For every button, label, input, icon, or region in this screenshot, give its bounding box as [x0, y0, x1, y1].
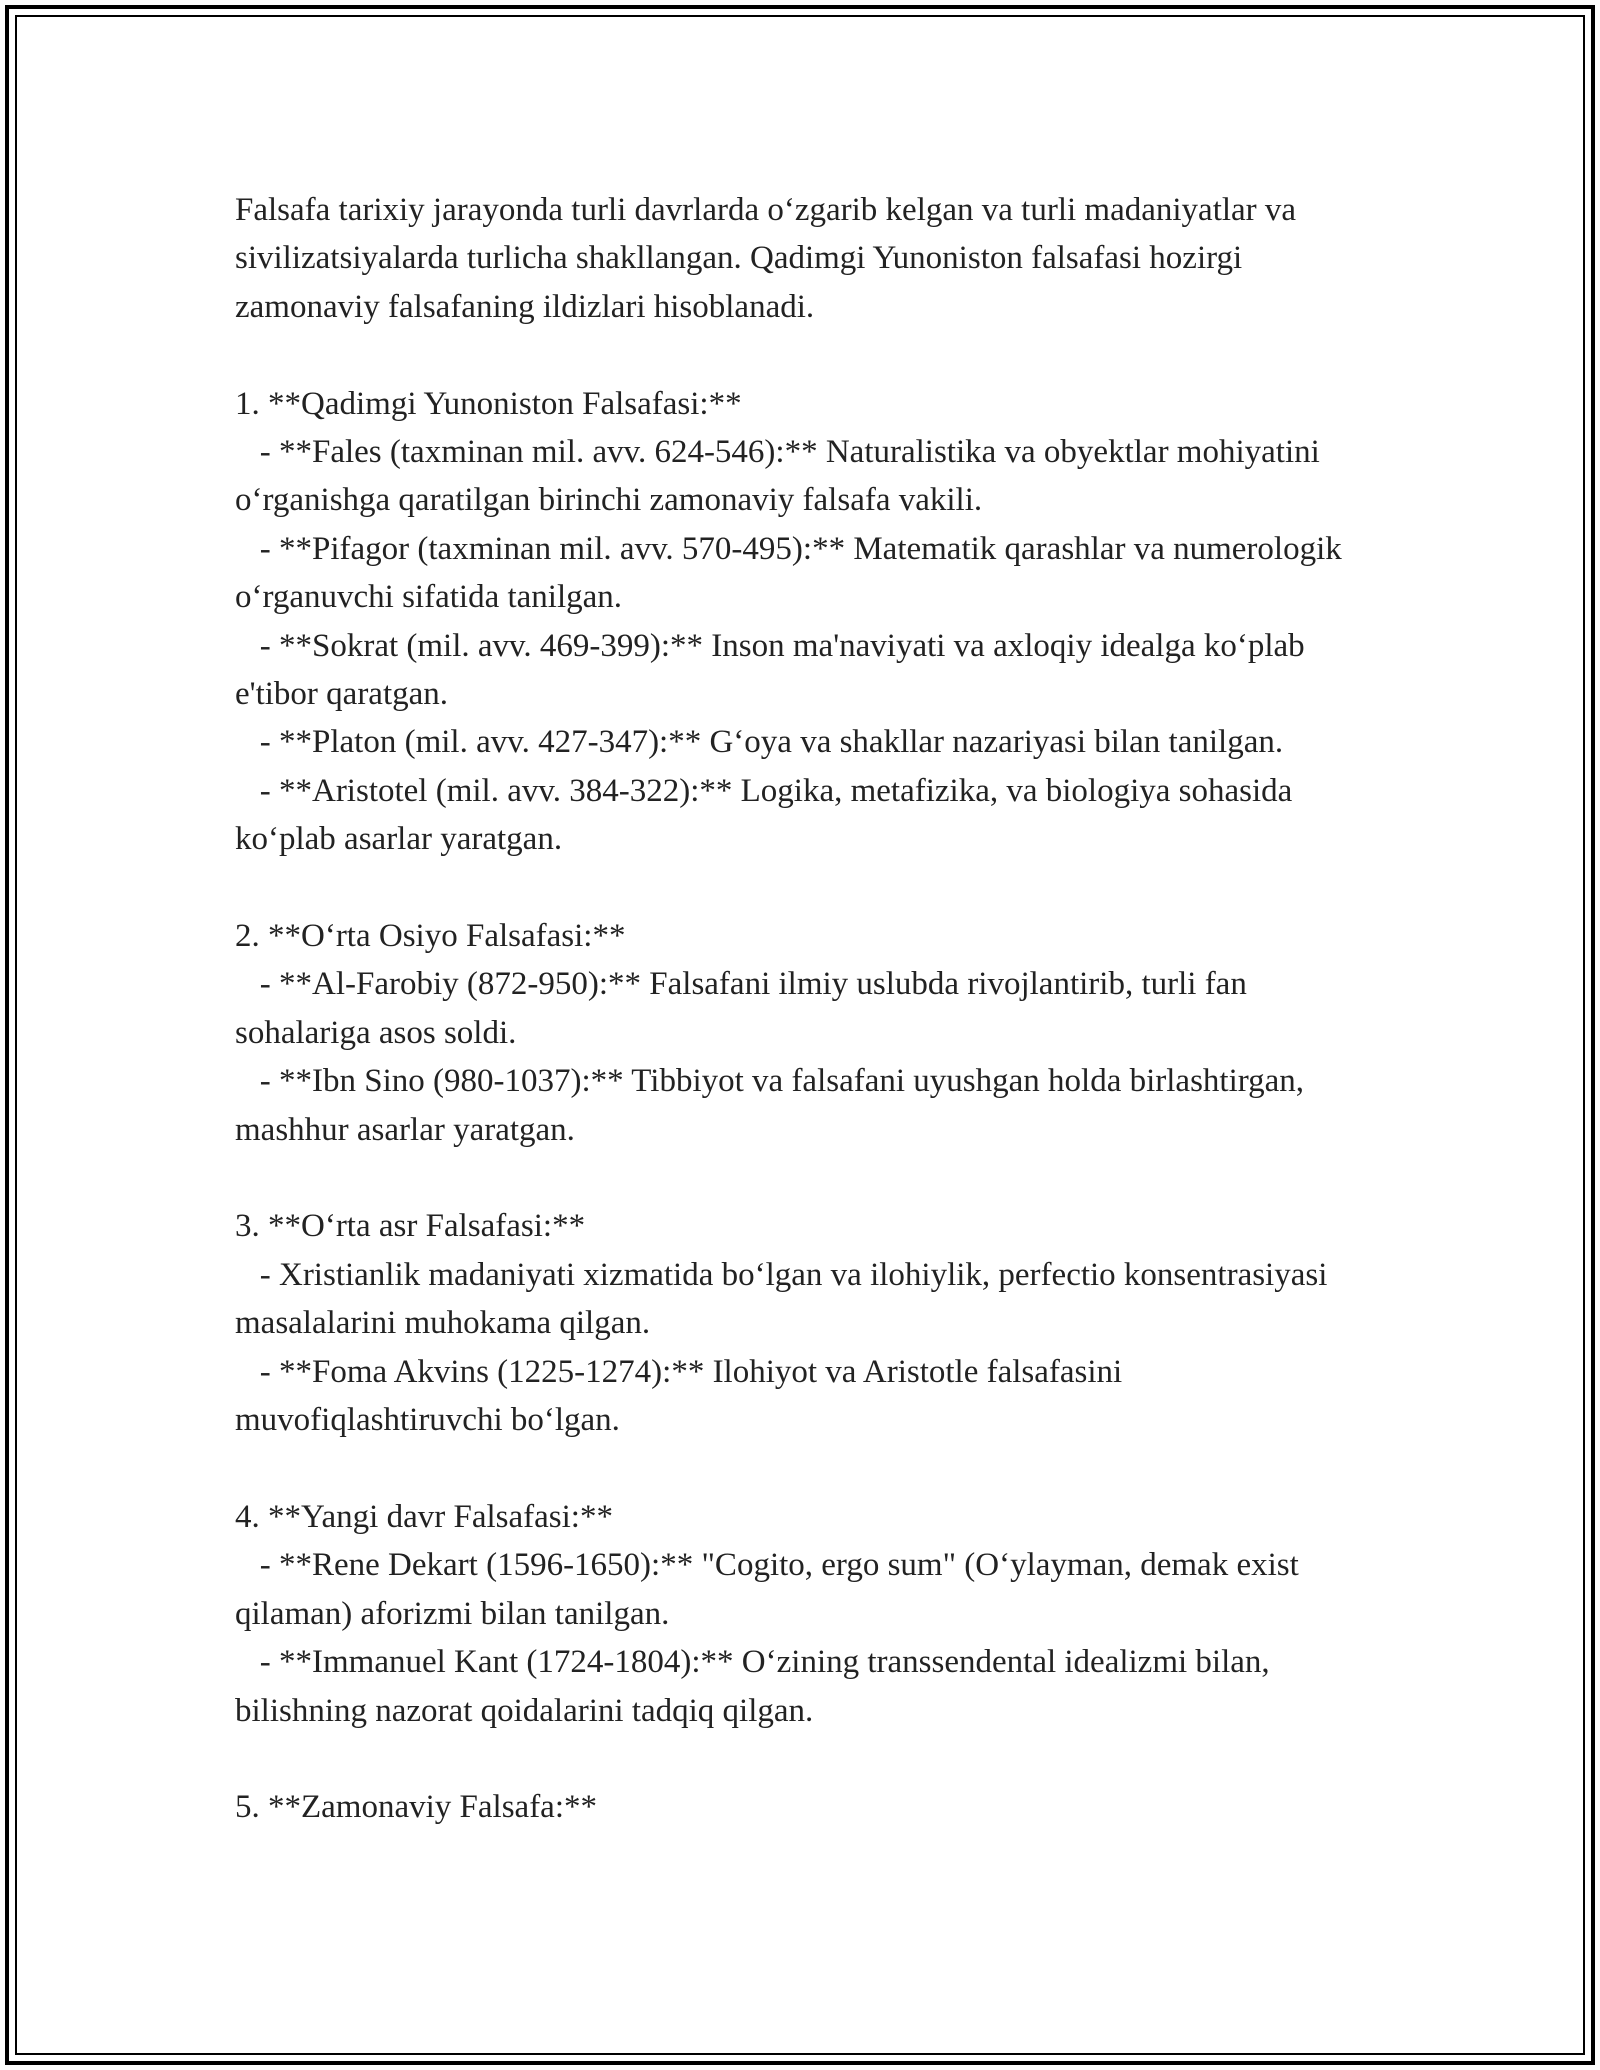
section-heading: 4. **Yangi davr Falsafasi:** [235, 1498, 613, 1535]
intro-paragraph: Falsafa tarixiy jarayonda turli davrlarda o‘zgarib kelgan va turli madaniyatlar va sivilizatsiyalarda turlicha shakllangan. Qadimgi Yunoniston falsafasi hozirgi zamonaviy falsafaning ildizlari hisoblanadi. [235, 192, 1305, 325]
list-item: - **Sokrat (mil. avv. 469-399):** Inson ma'naviyati va axloqiy idealga ko‘plab e'tibor qaratgan. [235, 627, 1313, 713]
list-item: - **Immanuel Kant (1724-1804):** O‘zining transsendental idealizmi bilan, bilishning nazorat qoidalarini tadqiq qilgan. [235, 1644, 1278, 1729]
list-item: - Xristianlik madaniyati xizmatida bo‘lgan va ilohiylik, perfectio konsentrasiyasi masalalarini muhokama qilgan. [235, 1256, 1336, 1342]
list-item: - **Fales (taxminan mil. avv. 624-546):** Naturalistika va obyektlar mohiyatini o‘rganishga qaratilgan birinchi zamonaviy falsafa vakili. [235, 434, 1329, 519]
section-central-asia [235, 912, 1375, 1154]
list-item: - **Al-Farobiy (872-950):** Falsafani ilmiy uslubda rivojlantirib, turli fan sohalariga asos soldi. [235, 966, 1256, 1051]
section-ancient-greek [235, 380, 1375, 864]
section-modern-era [235, 1493, 1375, 1735]
list-item: - **Ibn Sino (980-1037):** Tibbiyot va falsafani uyushgan holda birlashtirgan, mashhur asarlar yaratgan. [235, 1063, 1313, 1148]
section-heading: 3. **O‘rta asr Falsafasi:** [235, 1208, 586, 1245]
section-contemporary [235, 1783, 1375, 1831]
section-heading: 5. **Zamonaviy Falsafa:** [235, 1789, 598, 1826]
list-item: - **Foma Akvins (1225-1274):** Ilohiyot va Aristotle falsafasini muvofiqlashtiruvchi bo‘lgan. [235, 1353, 1131, 1439]
document-body [235, 186, 1375, 1832]
list-item: - **Aristotel (mil. avv. 384-322):** Logika, metafizika, va biologiya sohasida ko‘plab asarlar yaratgan. [235, 772, 1301, 858]
section-middle-ages [235, 1202, 1375, 1444]
section-heading: 1. **Qadimgi Yunoniston Falsafasi:** [235, 385, 742, 422]
section-heading: 2. **O‘rta Osiyo Falsafasi:** [235, 918, 626, 955]
list-item: - **Pifagor (taxminan mil. avv. 570-495):** Matematik qarashlar va numerologik o‘rganuvchi sifatida tanilgan. [235, 530, 1351, 616]
list-item: - **Rene Dekart (1596-1650):** "Cogito, ergo sum" (O‘ylayman, demak exist qilaman) aforizmi bilan tanilgan. [235, 1547, 1308, 1632]
list-item: - **Platon (mil. avv. 427-347):** G‘oya va shakllar nazariyasi bilan tanilgan. [235, 724, 1284, 761]
